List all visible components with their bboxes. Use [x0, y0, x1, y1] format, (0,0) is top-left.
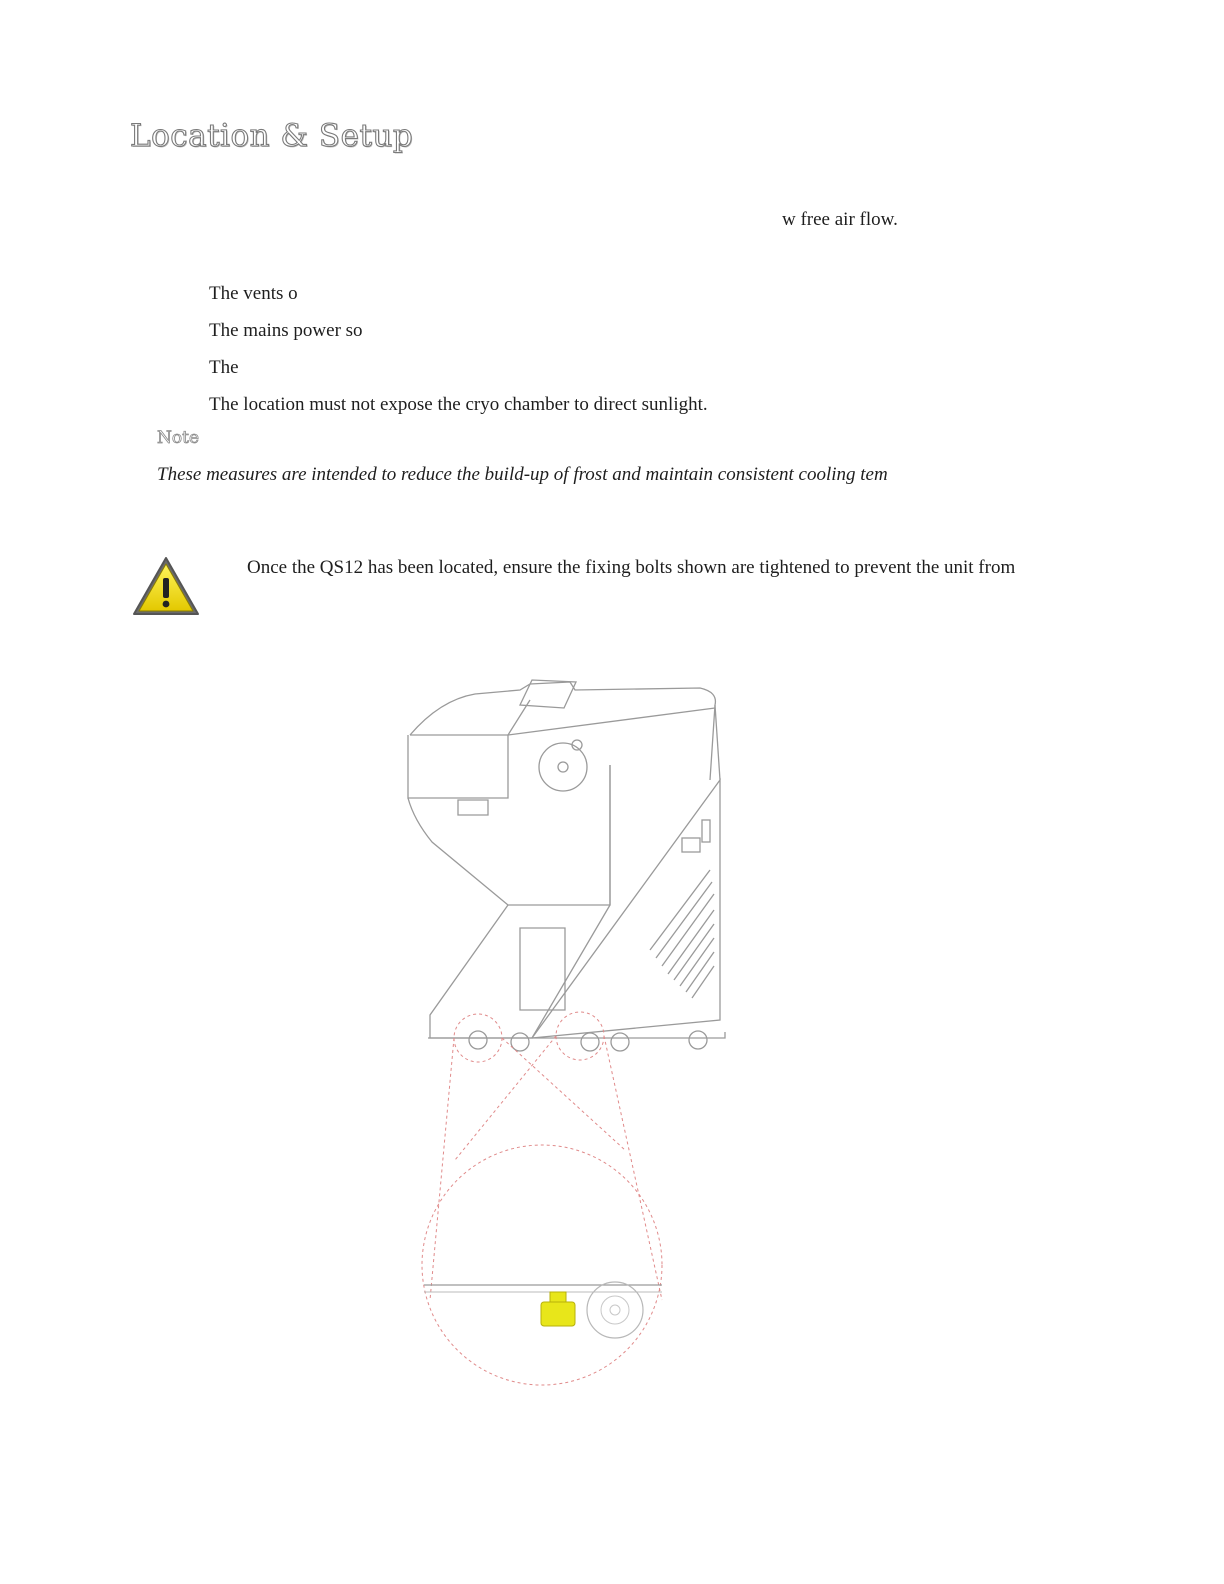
qs12-unit-diagram [380, 660, 760, 1400]
requirement-item-sunlight: The location must not expose the cryo chamber to direct sunlight. [209, 394, 708, 415]
requirement-item-vents: The vents o [209, 283, 298, 304]
requirement-item-third: The [209, 357, 239, 378]
intro-paragraph-fragment: w free air flow. [782, 209, 898, 230]
fixing-bolt-foot [541, 1302, 575, 1326]
requirement-item-mains-power: The mains power so [209, 320, 363, 341]
fixing-bolt-stem [550, 1292, 566, 1302]
fixing-bolt-detail [424, 1282, 662, 1338]
detail-wheel [587, 1282, 643, 1338]
unit-body-outline [408, 680, 725, 1051]
note-label: Note [157, 428, 200, 448]
warning-text: Once the QS12 has been located, ensure the fixing bolts shown are tightened to prevent the unit from [247, 557, 1016, 578]
page-title: Location & Setup [130, 118, 414, 154]
callout-lines [422, 1012, 662, 1385]
note-text: These measures are intended to reduce the build-up of frost and maintain consistent cooling tem [157, 464, 888, 485]
warning-triangle-icon [130, 554, 202, 618]
